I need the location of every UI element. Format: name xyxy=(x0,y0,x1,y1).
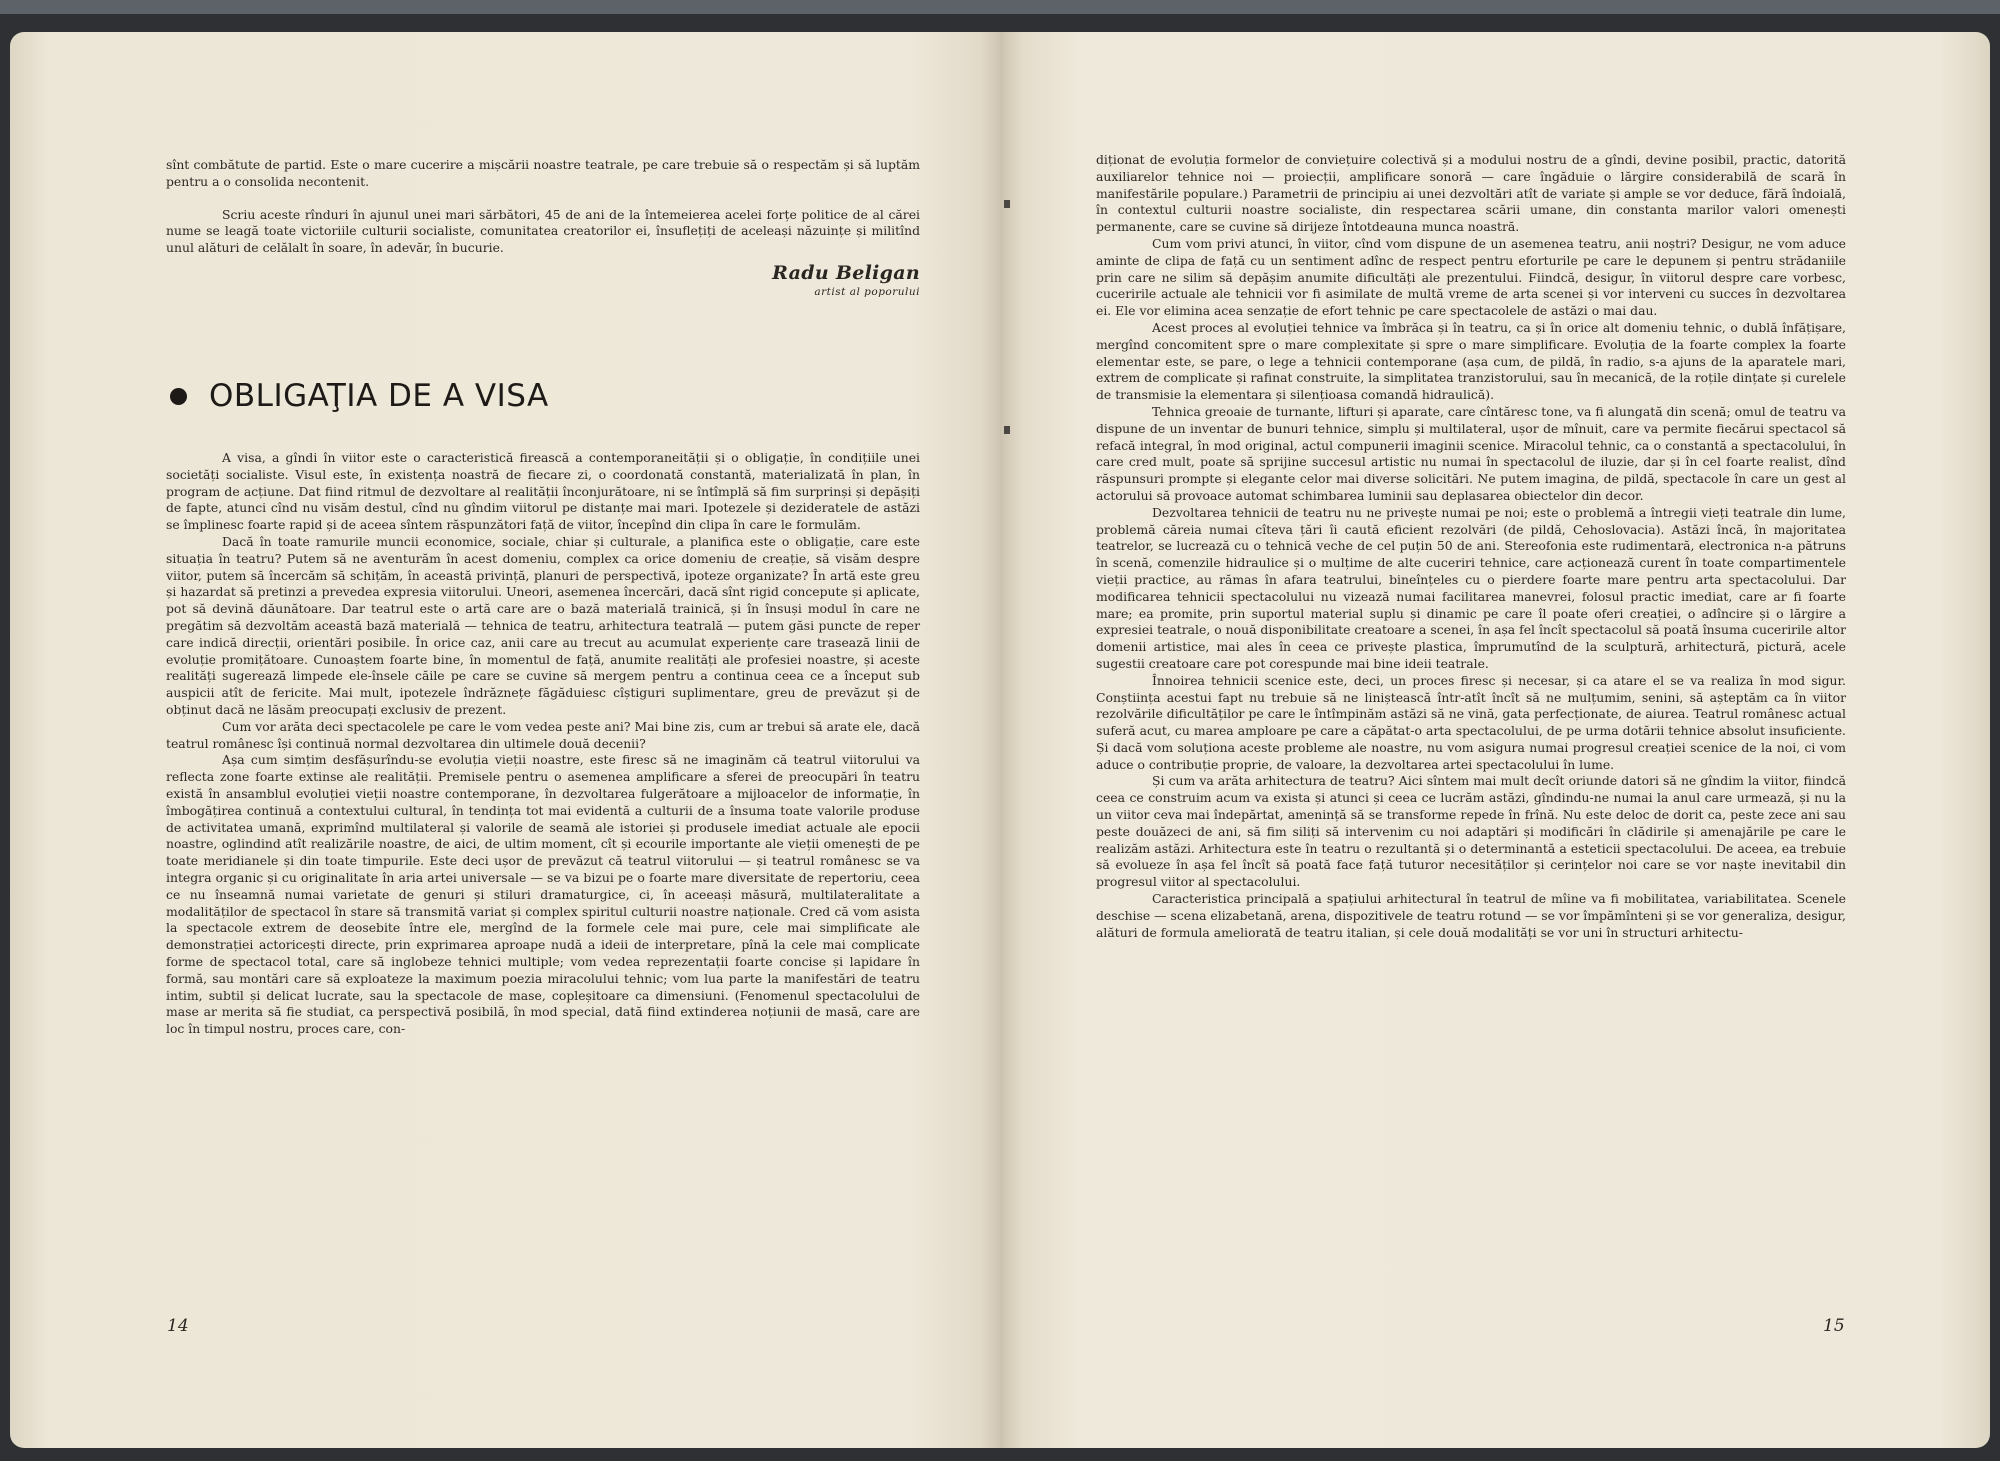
article-heading-text: OBLIGAŢIA DE A VISA xyxy=(209,378,549,414)
body-paragraph: Dacă în toate ramurile muncii economice, sociale, chiar și culturale, a planifica este o obligație, care este situația în teatru? Putem să ne aventurăm în acest domeniu, complex ca orice domeniu de creație, să visăm despre viitor, putem să încercăm să schițăm, în această privință, planuri de perspectivă, ipoteze organizate? În artă este greu și hazardat să pretinzi a prevedea expresia viitorului. Uneori, asemenea încercări, dacă sînt rigid concepute și aplicate, pot să devină dăunătoare. Dar teatrul este o artă care are o bază materială trainică, și în însuși modul în care ne pregătim să dezvoltăm această bază materială — tehnica de teatru, arhitectura teatrală — putem găsi puncte de reper care indică direcții, orientări posibile. În orice caz, anii care au trecut au acumulat experiențe care trasează linii de evoluție promițătoare. Cunoaștem foarte bine, în momentul de față, anumite realități ale profesiei noastre, și aceste realități sugerează limpede ele-însele căile pe care se cuvine să mergem pentru a continua ceea ce a început sub auspicii atît de fericite. Mai mult, ipotezele îndrăznețe făgăduiesc cîștiguri suplimentare, greu de prevăzut și de obținut dacă ne lăsăm preocupați exclusiv de prezent. xyxy=(166,533,920,717)
body-paragraph: diționat de evoluția formelor de conviețuire colectivă și a modului nostru de a gîndi, devine posibil, practic, datorită auxiliarelor tehnice noi — proiecții, amplificare sonoră — care îngăduie o lărgire considerabilă de scară în manifestările populare.) Parametrii de principiu ai unei dezvoltări atît de variate și ample se vor deduce, fără îndoială, în contextul culturii noastre socialiste, din respectarea scării umane, din constanta marilor valori omenești permanente, care se cuvine să dirijeze întotdeauna munca noastră. xyxy=(1096,152,1846,235)
body-paragraph: Cum vor arăta deci spectacolele pe care le vom vedea peste ani? Mai bine zis, cum ar trebui să arate ele, dacă teatrul românesc își continuă normal dezvoltarea din ultimele două decenii? xyxy=(166,718,920,751)
body-paragraph: Și cum va arăta arhitectura de teatru? Aici sîntem mai mult decît oriunde datori să ne gîndim la viitor, fiindcă ceea ce construim acum va exista și atunci și ceea ce lucrăm astăzi, gîndindu-ne numai la anul care urmează, și nu la un viitor ceva mai îndepărtat, amenință să se transforme repede în frînă. Nu este deloc de dorit ca, peste zece ani sau peste douăzeci de ani, să fim siliți să intervenim cu noi adaptări și modificări în clădirile și amenajările pe care le realizăm astăzi. Arhitectura este în teatru o rezultantă și o determinantă a esteticii spectacolului. De aceea, ea trebuie să evolueze în așa fel încît să poată face față tuturor necesităților și cerințelor noi care se vor naște inevitabil din progresul viitor al spectacolului. xyxy=(1096,773,1846,890)
body-paragraph: Dezvoltarea tehnicii de teatru nu ne privește numai pe noi; este o problemă a întregii vieți teatrale din lume, problemă căreia numai cîteva țări îi caută eficient rezolvări (de pildă, Cehoslovacia). Astăzi încă, în majoritatea teatrelor, se lucrează cu o tehnică veche de cel puțin 50 de ani. Stereofonia este rudimentară, electronica n-a pătruns în scenă, comenzile hidraulice și o mulțime de alte cuceriri tehnice, care acționează curent în toate compartimentele vieții practice, au rămas în afara teatrului, bineînțeles cu o pierdere foarte mare pentru arta spectacolului. Dar modificarea tehnicii spectacolului nu vizează numai facilitarea manevrei, folosul practic imediat, care ar fi foarte mare; ea promite, prin suportul material suplu și dinamic pe care îl poate oferi creației, o adîncire și o lărgire a expresiei teatrale, o nouă disponibilitate creatoare a scenei, în așa fel încît spectacolul să poată însuma cuceririle altor domenii artistice, mai ales în ceea ce privește plastica, împrumutînd de la sculptură, arhitectură, pictură, acele sugestii creatoare care pot corespunde mai bine ideii teatrale. xyxy=(1096,504,1846,671)
page-number-right: 15 xyxy=(1823,1316,1845,1336)
intro-paragraph: sînt combătute de partid. Este o mare cucerire a mișcării noastre teatrale, pe care trebuie să o respectăm și să luptăm pentru a o consolida necontenit. xyxy=(166,157,920,189)
open-book xyxy=(0,14,2000,1461)
signature: Radu Beligan xyxy=(772,261,920,284)
left-intro-column xyxy=(166,157,920,301)
article-heading xyxy=(170,378,549,414)
page-number-left: 14 xyxy=(167,1316,189,1336)
right-body-column xyxy=(1096,152,1846,941)
intro-paragraph: Scriu aceste rînduri în ajunul unei mari sărbători, 45 de ani de la întemeierea acelei forțe politice de al cărei nume se leagă toate victoriile culturii socialiste, comunitatea creatorilor ei, însuflețiți de aceleași năzuințe și militînd unul alături de celălalt în soare, în adevăr, în bucurie. xyxy=(166,206,920,256)
body-paragraph: Caracteristica principală a spațiului arhitectural în teatrul de mîine va fi mobilitatea, variabilitatea. Scenele deschise — scena elizabetană, arena, dispozitivele de teatru rotund — se vor împămînteni și se vor generaliza, desigur, alături de formula ameliorată de teatru italian, și cele două modalități se vor uni în structuri arhitectu- xyxy=(1096,891,1846,940)
signature-title: artist al poporului xyxy=(814,285,920,298)
left-page xyxy=(10,32,1000,1448)
body-paragraph: Înnoirea tehnicii scenice este, deci, un proces firesc și necesar, și ca atare el se va realiza în mod sigur. Conștiința acestui fapt nu trebuie să ne liniștească într-atît încît să ne mulțumim, senini, să așteptăm ca în viitor rezolvările dificultăților pe care le întîmpinăm astăzi să ne vină, gata perfecționate, de aiurea. Teatrul românesc actual suferă acut, cu marea amploare pe care a căpătat-o arta spectacolului, de pe urma dotării tehnice absolut insuficiente. Și dacă vom soluționa aceste probleme ale noastre, nu vom asigura numai progresul creației scenice de la noi, ci vom aduce o contribuție proprie, de valoare, la dezvoltarea artei spectacolului în lume. xyxy=(1096,672,1846,772)
bullet-icon xyxy=(170,388,187,405)
gutter-mark xyxy=(1004,426,1010,434)
body-paragraph: Tehnica greoaie de turnante, lifturi și aparate, care cîntăresc tone, va fi alungată din scenă; omul de teatru va dispune de un inventar de bunuri tehnice, simplu și multilateral, ușor de mînuit, care va permite fiecărui spectacol să refacă integral, în mod original, actul compunerii imaginii scenice. Miracolul tehnic, ca o constantă a spectacolului, în care cred mult, poate să sprijine succesul artistic nu numai în spectacolul de iluzie, dar și în cel foarte realist, dînd răspunsuri prompte și elegante celor mai diverse solicitări. Ne putem imagina, de pildă, spectacole în care un gest al actorului să provoace automat schimbarea luminii sau deplasarea obiectelor din decor. xyxy=(1096,403,1846,503)
body-paragraph: A visa, a gîndi în viitor este o caracteristică firească a contemporaneității și o obligație, în condițiile unei societăți socialiste. Visul este, în existența noastră de fiecare zi, o coordonată constantă, materializată în plan, în program de acțiune. Dat fiind ritmul de dezvoltare al realității înconjurătoare, ni se întîmplă să fim surprinși și depășiți de fapte, atunci cînd nu visăm destul, cînd nu gîndim viitorul pe distanțe mai mari. Ipotezele și dezideratele de astăzi se împlinesc foarte rapid și de aceea sîntem răspunzători față de viitor, începînd din clipa în care le formulăm. xyxy=(166,450,920,533)
body-paragraph: Cum vom privi atunci, în viitor, cînd vom dispune de un asemenea teatru, anii noștri? Desigur, ne vom aduce aminte de clipa de față cu un sentiment adînc de respect pentru eforturile pe care le depunem și pentru strădaniile prin care ne silim să depășim anumite dificultăți ale prezentului. Fiindcă, desigur, în viitorul despre care vorbesc, cuceririle actuale ale tehnicii vor fi asimilate de multă vreme de arta scenei și vor interveni cu succes în dezvoltarea ei. Ele vor elimina acea senzație de efort tehnic pe care spectacolele de astăzi o mai dau. xyxy=(1096,235,1846,319)
gutter-mark xyxy=(1004,200,1010,208)
body-paragraph: Acest proces al evoluției tehnice va îmbrăca și în teatru, ca și în orice alt domeniu tehnic, o dublă înfățișare, mergînd concomitent spre o mare complexitate și spre o mare simplificare. Evoluția de la foarte complex la foarte elementar este, se pare, o lege a tehnicii contemporane (așa cum, de pildă, în radio, s-a ajuns de la aparatele mari, extrem de complicate și rafinat construite, la simplitatea tranzistorului, sau în mecanică, de la roțile dințate și curelele de transmisie la elementara și silențioasa comandă hidraulică). xyxy=(1096,319,1846,403)
left-body-column xyxy=(166,450,920,1038)
body-paragraph: Așa cum simțim desfășurîndu-se evoluția vieții noastre, este firesc să ne imaginăm că teatrul viitorului va reflecta zone foarte extinse ale realității. Premisele pentru o asemenea amplificare a sferei de preocupări în teatru există în ansamblul evoluției vieții noastre contemporane, în dezvoltarea fulgerătoare a mijloacelor de informație, în îmbogățirea continuă a contextului cultural, în tendința tot mai evidentă a culturii de a însuma toate valorile produse de activitatea umană, exprimînd multilateral și valorile de seamă ale istoriei și produsele imediat actuale ale epocii noastre, oglindind atît realizările noastre, de aici, de ultim moment, cît și ecourile importante ale vieții omenești de pe toate meridianele și din toate timpurile. Este deci ușor de prevăzut că teatrul viitorului — și teatrul românesc se va integra organic și cu originalitate în aria artei universale — se va bizui pe o foarte mare diversitate de repertoriu, ceea ce nu înseamnă numai varietate de genuri și stiluri dramaturgice, ci, în aceeași măsură, multilateralitate a modalităților de spectacol în stare să transmită variat și complex spiritul culturii noastre naționale. Cred că vom asista la spectacole extrem de deosebite între ele, mergînd de la formele cele mai pure, cele mai simplificate ale demonstrației actoricești directe, prin exprimarea aproape nudă a ideii de interpretare, pînă la cele mai complicate forme de spectacol total, care să inglobeze tehnici multiple; vom vedea reprezentații foarte concise și lapidare în formă, sau montări care să exploateze la maximum poezia miracolului tehnic; vom lua parte la manifestări de teatru intim, subtil și delicat lucrate, sau la spectacole de mase, copleșitoare ca dimensiuni. (Fenomenul spectacolului de mase ar merita să fie studiat, ca perspectivă posibilă, în mod special, dată fiind extinderea noțiunii de masă, care are loc în timpul nostru, proces care, con- xyxy=(166,752,920,1037)
right-page xyxy=(1000,32,1990,1448)
